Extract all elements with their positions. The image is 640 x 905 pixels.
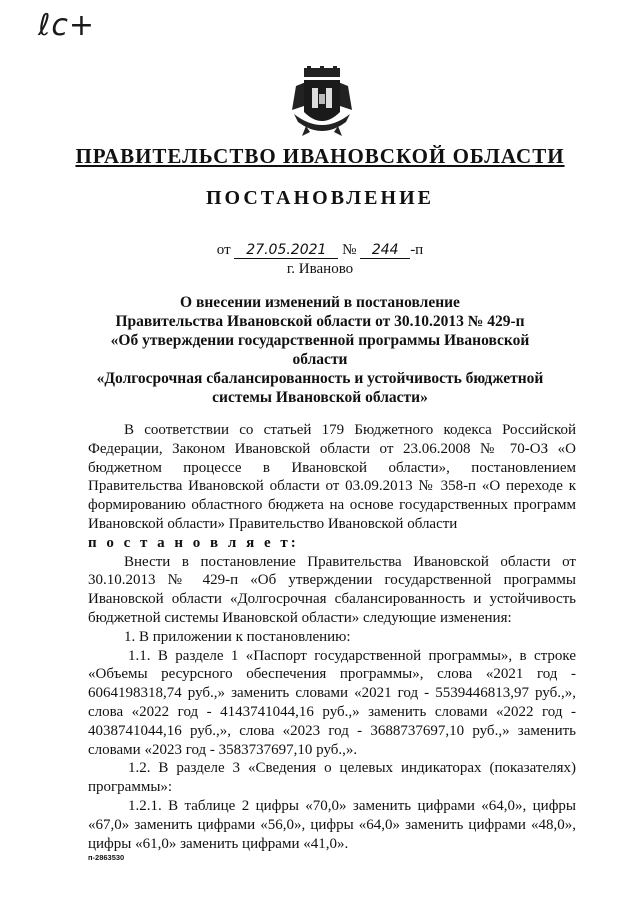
document-body bbox=[88, 421, 576, 853]
government-name: ПРАВИТЕЛЬСТВО ИВАНОВСКОЙ ОБЛАСТИ bbox=[75, 144, 565, 168]
document-title bbox=[90, 293, 550, 407]
item-1-2-1: 1.2.1. В таблице 2 цифры «70,0» заменить цифрами «64,0», цифры «67,0» заменить цифрами «56,0», цифры «64,0» заменить цифрами «48,0», цифры «61,0» заменить цифрами «41,0». bbox=[88, 797, 576, 852]
title-line: «Долгосрочная сбалансированность и устойчивость бюджетной bbox=[96, 370, 544, 387]
title-line: Правительства Ивановской области от 30.10.2013 № 429-п bbox=[115, 313, 525, 330]
item-1-2: 1.2. В разделе 3 «Сведения о целевых индикаторах (показателях) программы»: bbox=[88, 760, 576, 796]
item-1-1: 1.1. В разделе 1 «Паспорт государственной программы», в строке «Объемы ресурсного обеспечения программы», слова «2021 год - 6064198318,74 руб.,» заменить словами «2021 год - 5539446813,97 руб.,», слова «2022 год - 4143741044,16 руб.,» заменить словами «2022 год - 4038741044,16 руб.,», слова «2023 год - 3688737697,10 руб.,» заменить словами «2023 год - 3583737697,10 руб.,». bbox=[88, 647, 576, 758]
resolves-word: п о с т а н о в л я е т: bbox=[88, 534, 299, 551]
date-prefix: от bbox=[216, 242, 231, 258]
preamble-paragraph: В соответствии со статьей 179 Бюджетного кодекса Российской Федерации, Законом Ивановской области от 23.06.2008 № 70-ОЗ «О бюджетном процессе в Ивановской области», постановлением Правительства Ивановской области от 03.09.2013 № 358-п «О переходе к формированию областного бюджета на основе государственных программ Ивановской области» Правительство Ивановской области bbox=[88, 422, 576, 532]
footer-code: п-2863530 bbox=[88, 853, 125, 862]
number-suffix: -п bbox=[410, 242, 424, 258]
number-sign: № bbox=[342, 242, 357, 258]
handwritten-number: 244 bbox=[360, 242, 410, 259]
title-line: О внесении изменений в постановление bbox=[180, 294, 460, 311]
title-line: системы Ивановской области» bbox=[212, 389, 428, 406]
intro-paragraph: Внести в постановление Правительства Ивановской области от 30.10.2013 № 429-п «Об утверждении государственной программы Ивановской области «Долгосрочная сбалансированность и устойчивость бюджетной системы Ивановской области» следующие изменения: bbox=[88, 553, 576, 626]
title-line: «Об утверждении государственной программы Ивановской области bbox=[110, 332, 530, 368]
date-number-line bbox=[0, 242, 640, 259]
handwritten-note: ℓc+ bbox=[38, 8, 96, 43]
coat-of-arms-emblem bbox=[286, 66, 358, 138]
city: г. Иваново bbox=[286, 261, 354, 277]
item-1: 1. В приложении к постановлению: bbox=[124, 628, 351, 645]
document-type: ПОСТАНОВЛЕНИЕ bbox=[206, 187, 434, 209]
handwritten-date: 27.05.2021 bbox=[234, 242, 338, 259]
